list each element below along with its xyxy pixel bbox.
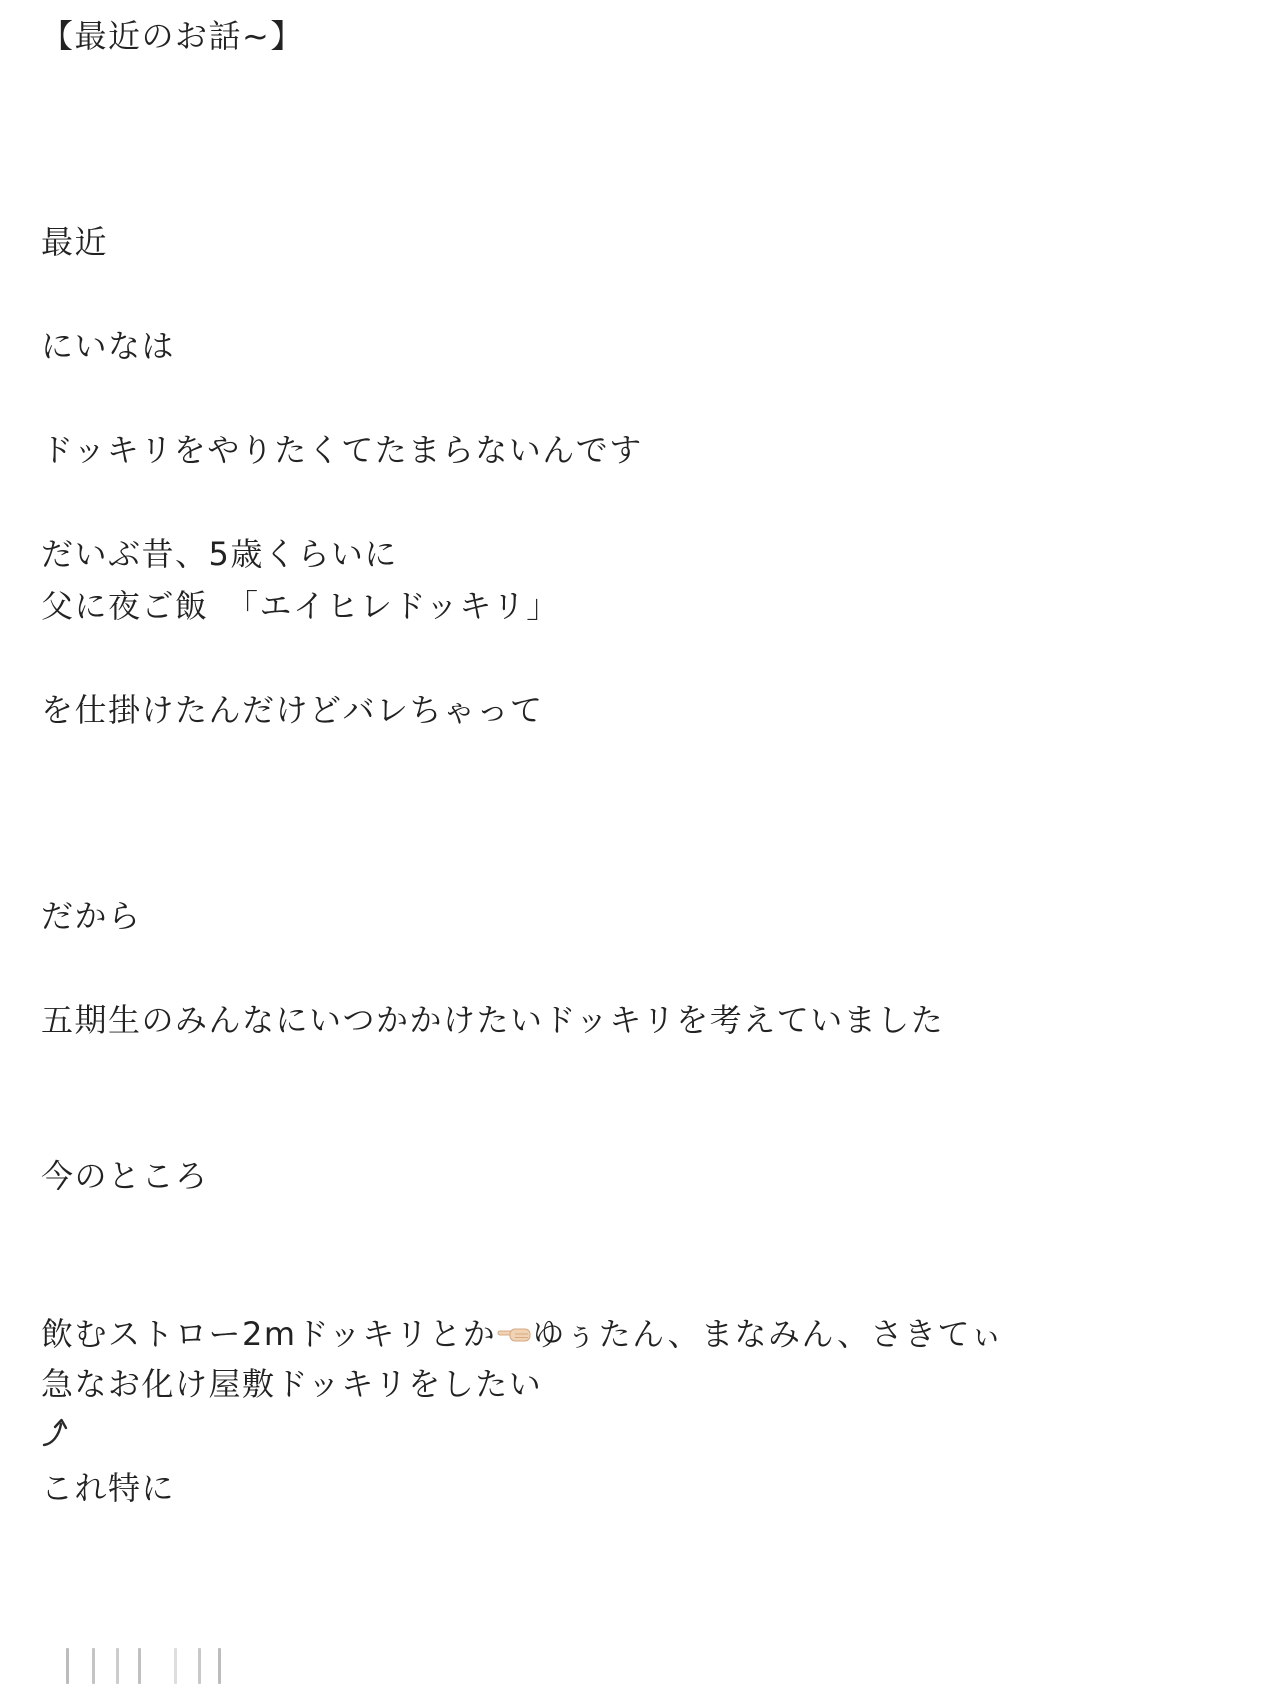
- tick-mark: [198, 1648, 201, 1684]
- tick-mark: [92, 1648, 95, 1684]
- text-line: 父に夜ご飯 「エイヒレドッキリ」: [41, 587, 560, 625]
- tick-mark: [218, 1648, 221, 1684]
- text-line: 最近: [41, 223, 109, 261]
- text-line: だいぶ昔、5歳くらいに: [41, 535, 398, 573]
- text-line: だから: [41, 897, 142, 935]
- tick-mark: [116, 1648, 119, 1684]
- text-line: [41, 1416, 71, 1457]
- post-title: 【最近のお話~】: [41, 17, 304, 55]
- text-segment: 飲むストロー2mドッキリとか: [41, 1315, 497, 1353]
- text-line: [41, 1312, 1004, 1354]
- text-line: にいなは: [41, 327, 176, 365]
- tick-mark: [138, 1648, 141, 1684]
- text-line: 今のところ: [41, 1157, 209, 1195]
- tick-mark: [174, 1648, 177, 1684]
- text-line: を仕掛けたんだけどバレちゃって: [41, 691, 544, 729]
- text-line: 急なお化け屋敷ドッキリをしたい: [41, 1365, 543, 1403]
- text-line: これ特に: [41, 1469, 176, 1507]
- text-line: 五期生のみんなにいつかかけたいドッキリを考えていました: [41, 1001, 945, 1039]
- text-line: ドッキリをやりたくてたまらないんです: [41, 431, 643, 469]
- text-segment: ゆぅたん、まなみん、さきてぃ: [532, 1315, 1004, 1353]
- pointing-left-hand-icon: [497, 1312, 531, 1330]
- tick-mark: [66, 1648, 69, 1684]
- curved-up-arrow-icon: [41, 1416, 71, 1448]
- tick-marks-decoration: [66, 1648, 266, 1686]
